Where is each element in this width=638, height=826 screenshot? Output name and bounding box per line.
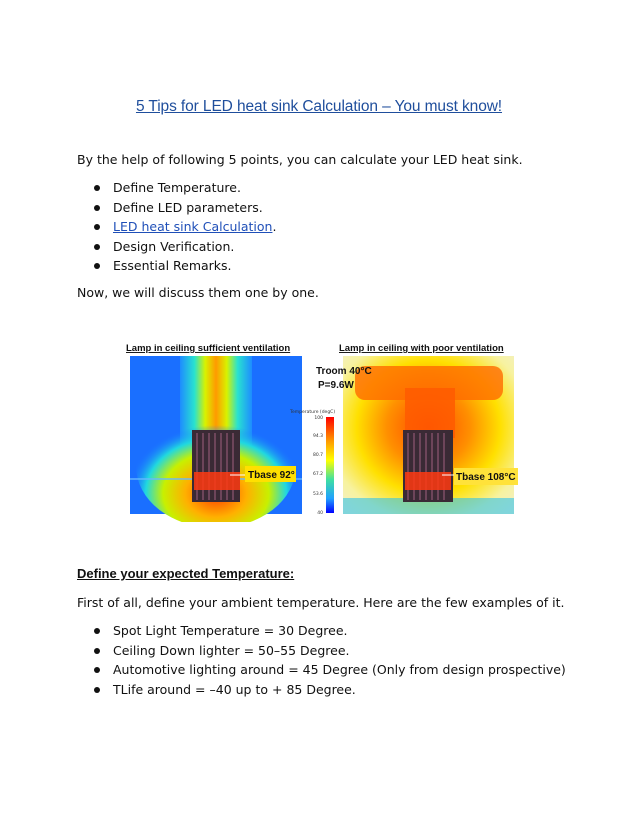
temperature-scale-bar: [326, 417, 334, 513]
scale-tick: 94.3: [312, 434, 323, 439]
list-item: Define Temperature.: [77, 178, 276, 198]
steps-list: [77, 178, 276, 276]
bullet-icon: [94, 244, 100, 250]
right-caption: Lamp in ceiling with poor ventilation: [339, 343, 504, 354]
scale-tick: 100: [314, 416, 323, 421]
list-item: Essential Remarks.: [77, 256, 276, 276]
bullet-icon: [94, 205, 100, 211]
bullet-icon: [94, 648, 100, 654]
bullet-icon: [94, 224, 100, 230]
bullet-icon: [94, 263, 100, 269]
thermal-simulation-figure: [120, 338, 520, 522]
section-intro: First of all, define your ambient temperature. Here are the few examples of it.: [77, 595, 565, 610]
bullet-icon: [94, 185, 100, 191]
list-item: Design Verification.: [77, 237, 276, 257]
examples-list: [77, 621, 566, 699]
list-item: Ceiling Down lighter = 50–55 Degree.: [77, 641, 566, 661]
list-item: LED heat sink Calculation.: [77, 217, 276, 237]
section-heading: Define your expected Temperature:: [77, 566, 295, 581]
list-item: TLife around = –40 up to + 85 Degree.: [77, 680, 566, 700]
scale-tick: 67.2: [312, 472, 323, 477]
bullet-icon: [94, 667, 100, 673]
intro-paragraph: By the help of following 5 points, you can calculate your LED heat sink.: [77, 152, 523, 167]
list-item: Automotive lighting around = 45 Degree (Only from design prospective): [77, 660, 566, 680]
scale-tick: 80.7: [312, 453, 323, 458]
page-title: 5 Tips for LED heat sink Calculation – You must know!: [135, 98, 503, 115]
scale-title: Temperature (degC): [290, 410, 336, 415]
heat-sink-calculation-link[interactable]: LED heat sink Calculation: [113, 219, 273, 234]
discuss-paragraph: Now, we will discuss them one by one.: [77, 285, 319, 300]
troom-label: Troom 40°C: [316, 366, 372, 377]
tbase-right-label: Tbase 108°C: [456, 472, 516, 483]
left-simulation-panel: [130, 356, 302, 522]
scale-tick: 53.6: [312, 492, 323, 497]
bullet-icon: [94, 687, 100, 693]
power-label: P=9.6W: [318, 380, 354, 391]
scale-tick: 40: [317, 511, 323, 516]
right-simulation-panel: [343, 356, 518, 514]
bullet-icon: [94, 628, 100, 634]
left-caption: Lamp in ceiling sufficient ventilation: [126, 343, 291, 354]
tbase-left-label: Tbase 92°: [248, 470, 295, 481]
list-item: Spot Light Temperature = 30 Degree.: [77, 621, 566, 641]
list-item: Define LED parameters.: [77, 198, 276, 218]
